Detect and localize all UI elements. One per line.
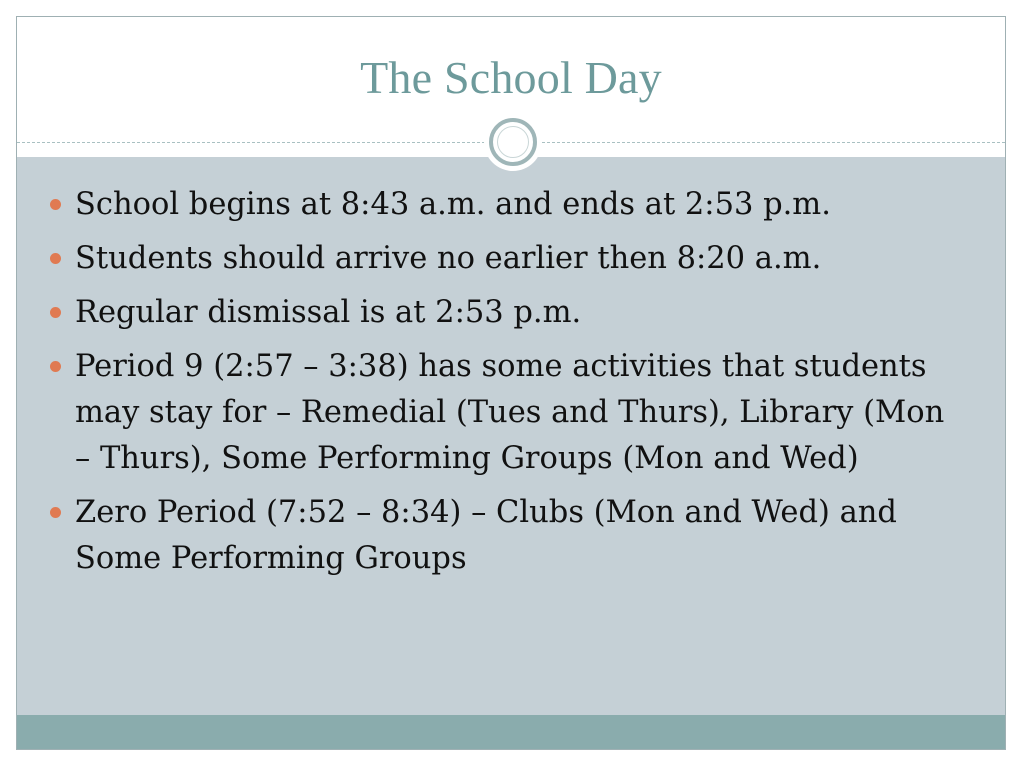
- bullet-item: [47, 236, 967, 282]
- bullet-text: Period 9 (2:57 – 3:38) has some activities that students may stay for – Remedial (Tues and Thurs), Library (Mon – Thurs), Some Performing Groups (Mon and Wed): [75, 349, 945, 476]
- bullet-item: [47, 344, 967, 482]
- bullet-dot-icon: [50, 199, 61, 210]
- decorative-inner-circle-icon: [497, 126, 529, 158]
- slide-frame: [16, 16, 1006, 750]
- slide-title: The School Day: [360, 52, 662, 103]
- bullet-item: [47, 290, 967, 336]
- bullet-dot-icon: [50, 361, 61, 372]
- bullet-dot-icon: [50, 253, 61, 264]
- bullet-dot-icon: [50, 507, 61, 518]
- bullet-dot-icon: [50, 307, 61, 318]
- footer-band: [17, 715, 1005, 749]
- bullet-text: Zero Period (7:52 – 8:34) – Clubs (Mon and Wed) and Some Performing Groups: [75, 495, 897, 576]
- bullet-item: [47, 490, 967, 582]
- bullet-item: [47, 182, 967, 228]
- bullet-text: School begins at 8:43 a.m. and ends at 2:53 p.m.: [75, 187, 831, 222]
- bullet-text: Students should arrive no earlier then 8:20 a.m.: [75, 241, 822, 276]
- bullet-list: [47, 182, 967, 590]
- bullet-text: Regular dismissal is at 2:53 p.m.: [75, 295, 582, 330]
